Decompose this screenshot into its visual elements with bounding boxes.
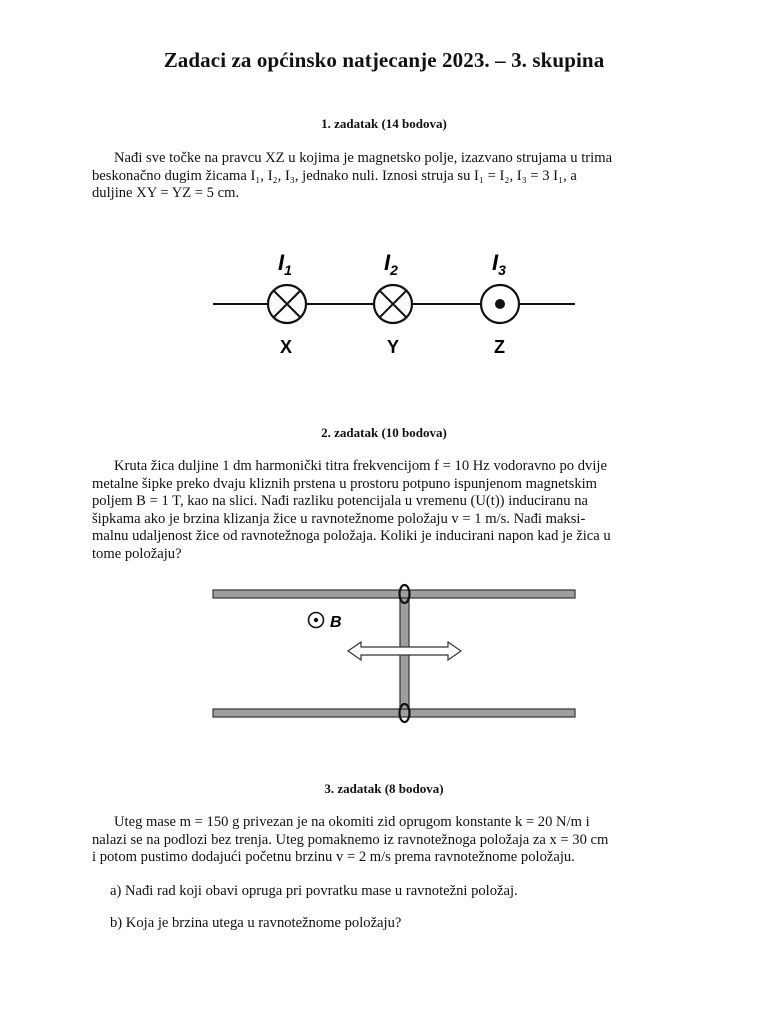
task1-heading: 1. zadatak (14 bodova): [321, 116, 447, 131]
task1-line: beskonačno dugim žicama I₁, I₂, I₃, jednako nuli. Iznosi struja su I₁ = I₂, I₃ = 3 I₁, a: [92, 167, 577, 184]
rails-figure: [210, 578, 580, 728]
task2-line: poljem B = 1 T, kao na slici. Nađi razliku potencijala u vremenu (U(t)) induciranu na: [92, 493, 589, 509]
task2-heading: 2. zadatak (10 bodova): [321, 425, 447, 440]
point-label-y: Y: [387, 337, 400, 357]
task2-line: šipkama ako je brzina klizanja žice u ravnotežnome položaju v = 1 m/s. Nađi maksi-: [92, 510, 586, 527]
wires-figure: [210, 245, 580, 360]
wire-i3-out-of-page: [481, 285, 519, 323]
task3-line: i potom pustimo dodajući početnu brzinu v = 2 m/s prema ravnotežnome položaju.: [92, 849, 575, 865]
task3-line: Uteg mase m = 150 g privezan je na okomiti zid oprugom konstante k = 20 N/m i: [114, 814, 590, 830]
task2-line: malnu udaljenost žice od ravnotežnoga položaja. Koliki je inducirani napon kad je žica u: [92, 528, 611, 544]
task1-text: [92, 150, 694, 203]
task2-line: metalne šipke preko dvaju kliznih prstena u prostoru potpuno ispunjenom magnetskim: [92, 475, 598, 492]
current-label-i3: $I_3$: [492, 250, 506, 278]
current-label-i2: $I_2$: [384, 250, 398, 278]
wire-i1-into-page: [268, 285, 306, 323]
current-label-i1: $I_1$: [278, 250, 292, 278]
point-label-x: X: [280, 337, 293, 357]
bottom-rail: [213, 709, 575, 717]
task2-text: [92, 458, 694, 563]
magnetic-field-out-of-page-icon: [309, 613, 324, 628]
task2-line: Kruta žica duljine 1 dm harmonički titra frekvencijom f = 10 Hz vodoravno po dvije: [114, 458, 607, 474]
task3-item-b: b) Koja je brzina utega u ravnotežnome položaju?: [110, 915, 402, 931]
field-label-b: B: [330, 614, 342, 631]
task1-line: Nađi sve točke na pravcu XZ u kojima je magnetsko polje, izazvano strujama u trima: [114, 150, 613, 166]
task3-text: [92, 814, 694, 867]
task2-line: tome položaju?: [92, 545, 182, 562]
task3-line: nalazi se na podlozi bez trenja. Uteg pomaknemo iz ravnotežnoga položaja za x = 30 cm: [92, 831, 609, 848]
task3-item-a: a) Nađi rad koji obavi opruga pri povratku mase u ravnotežni položaj.: [110, 883, 518, 899]
top-rail: [213, 590, 575, 598]
task3-heading: 3. zadatak (8 bodova): [324, 781, 444, 796]
point-label-z: Z: [494, 337, 505, 357]
page-title: Zadaci za općinsko natjecanje 2023. – 3. skupina: [163, 48, 605, 72]
wire-i2-into-page: [374, 285, 412, 323]
task1-line: duljine XY = YZ = 5 cm.: [92, 185, 240, 201]
